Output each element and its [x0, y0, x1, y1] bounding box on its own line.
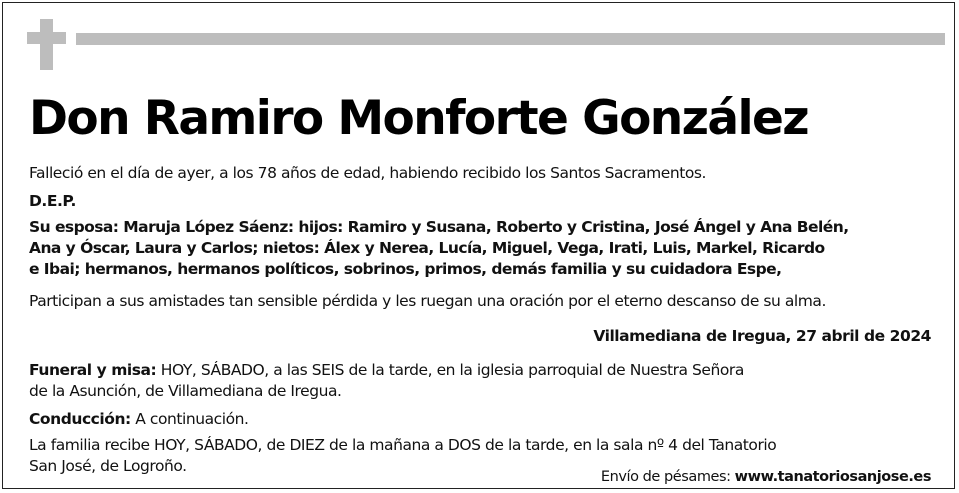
deceased-name: Don Ramiro Monforte González	[29, 91, 809, 146]
cross-horizontal-bar	[27, 32, 66, 44]
obituary-card	[2, 2, 955, 489]
header-rule	[76, 33, 945, 45]
dep-text: D.E.P.	[29, 192, 76, 210]
condolences-link[interactable]: www.tanatoriosanjose.es	[734, 469, 931, 485]
funeral-line-2: de la Asunción, de Villamediana de Iregua.	[29, 382, 342, 400]
place-date: Villamediana de Iregua, 27 abril de 2024	[593, 327, 931, 345]
conduccion-label: Conducción:	[29, 410, 131, 428]
family-list	[29, 217, 934, 280]
intro-text: Falleció en el día de ayer, a los 78 años de edad, habiendo recibido los Santos Sacramentos.	[29, 164, 707, 182]
family-line: Ana y Óscar, Laura y Carlos; nietos: Álex y Nerea, Lucía, Miguel, Vega, Irati, Luis, Markel, Ricardo	[29, 239, 825, 257]
family-line: e Ibai; hermanos, hermanos políticos, sobrinos, primos, demás familia y su cuidadora Espe,	[29, 260, 782, 278]
family-line: Su esposa: Maruja López Sáenz: hijos: Ramiro y Susana, Roberto y Cristina, José Ángel y Ana Belén,	[29, 218, 849, 236]
condolences-line	[601, 467, 931, 488]
cross-vertical-bar	[40, 19, 53, 70]
conduccion-line	[29, 409, 249, 430]
condolences-label: Envío de pésames:	[600, 469, 731, 485]
funeral-text: HOY, SÁBADO, a las SEIS de la tarde, en la iglesia parroquial de Nuestra Señora	[156, 361, 744, 379]
family-receives-line-2: San José, de Logroño.	[29, 457, 187, 475]
family-receives-line-1: La familia recibe HOY, SÁBADO, de DIEZ de la mañana a DOS de la tarde, en la sala nº 4 del Tanatorio	[29, 436, 777, 454]
funeral-line-1	[29, 360, 744, 381]
announcement-text: Participan a sus amistades tan sensible pérdida y les ruegan una oración por el eterno descanso de su alma.	[29, 292, 826, 310]
funeral-label: Funeral y misa:	[29, 361, 157, 379]
conduccion-text: A continuación.	[130, 410, 249, 428]
